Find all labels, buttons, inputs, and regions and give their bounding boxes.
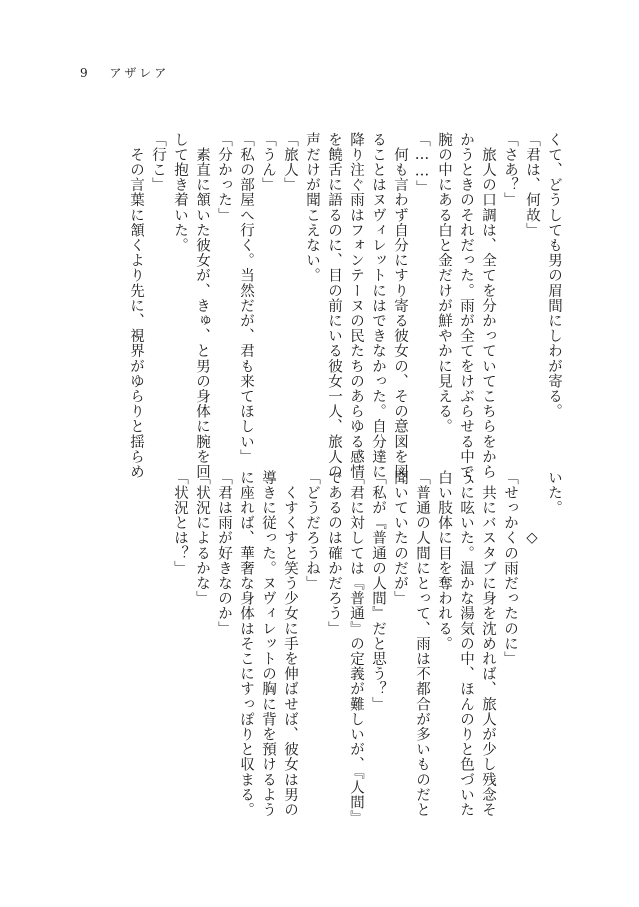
text-line: 「……」 (414, 132, 430, 196)
lower-text-block (85, 470, 565, 826)
text-line: 白い肢体に目を奪われる。 (436, 470, 452, 652)
text-line: 「分かった」 (216, 132, 232, 223)
text-line: 旅人の口調は、全てを分かっていてこちらをから (480, 132, 496, 480)
text-line: うに呟いた。温かな湯気の中、ほんのりと色づいた (458, 470, 474, 818)
text-line: 何も言わず自分にすり寄る彼女の、その意図を図 (392, 132, 408, 480)
text-line: 「状況とは？」 (172, 470, 188, 576)
text-line: かうときのそれだった。雨が全てをけぶらせる中で、 (458, 132, 474, 495)
text-line: 聞いていたのだが」 (392, 470, 408, 606)
text-line: くて、どうしても男の眉間にしわが寄る。 (546, 132, 562, 419)
text-line: 「せっかくの雨だったのに」 (502, 470, 518, 667)
text-line: 腕の中にある白と金だけが鮮やかに見える。 (436, 132, 452, 434)
text-line: 「私が『普通の人間』だと思う？」 (370, 470, 386, 712)
running-header (80, 64, 169, 81)
text-line: 「普通の人間にとって、雨は不都合が多いものだと (414, 470, 430, 818)
text-line: 「状況によるかな」 (194, 470, 210, 606)
text-line: 「さあ？」 (502, 132, 518, 208)
text-line: 「どうだろうね」 (304, 470, 320, 591)
book-title: アザレア (109, 66, 170, 80)
text-line: 導きに従った。ヌヴィレットの胸に背を預けるよう (260, 470, 276, 818)
text-line: に座れば、華奢な身体はそこにすっぽりと収まる。 (238, 470, 254, 818)
text-line: ることはヌヴィレットにはできなかった。自分達に (370, 132, 386, 480)
text-line: 共にバスタブに身を沈めれば、旅人が少し残念そ (480, 470, 496, 818)
text-line: 「行こ」 (150, 132, 166, 193)
text-line: その言葉に頷くより先に、視界がゆらりと揺らめ (128, 132, 144, 480)
text-line: 「君に対しては『普通』の定義が難しいが、『人間』 (348, 470, 364, 826)
text-line: 素直に頷いた彼女が、きゅ、と男の身体に腕を回 (194, 132, 210, 480)
text-line: 「君は、何故」 (524, 132, 540, 238)
text-line: 「君は雨が好きなのか」 (216, 470, 232, 637)
upper-text-block (95, 132, 565, 495)
text-line: 降り注ぐ雨はフォンテーヌの民たちのあらゆる感情 (348, 132, 364, 480)
section-break-mark: ◇ (524, 530, 540, 547)
text-line: 「旅人」 (282, 132, 298, 193)
text-line: くすくすと笑う少女に手を伸ばせば、彼女は男の (282, 470, 298, 818)
text-line: いた。 (546, 470, 562, 516)
page-number: 9 (80, 66, 91, 80)
text-line: 「うん」 (260, 132, 276, 193)
text-line: 「私の部屋へ行く。当然だが、君も来てほしい」 (238, 132, 254, 465)
text-line: を饒舌に語るのに、目の前にいる彼女一人、旅人の (326, 132, 342, 480)
text-line: して抱き着いた。 (172, 132, 188, 253)
text-line: 声だけが聞こえない。 (304, 132, 320, 283)
text-line: であるのは確かだろう」 (326, 470, 342, 637)
